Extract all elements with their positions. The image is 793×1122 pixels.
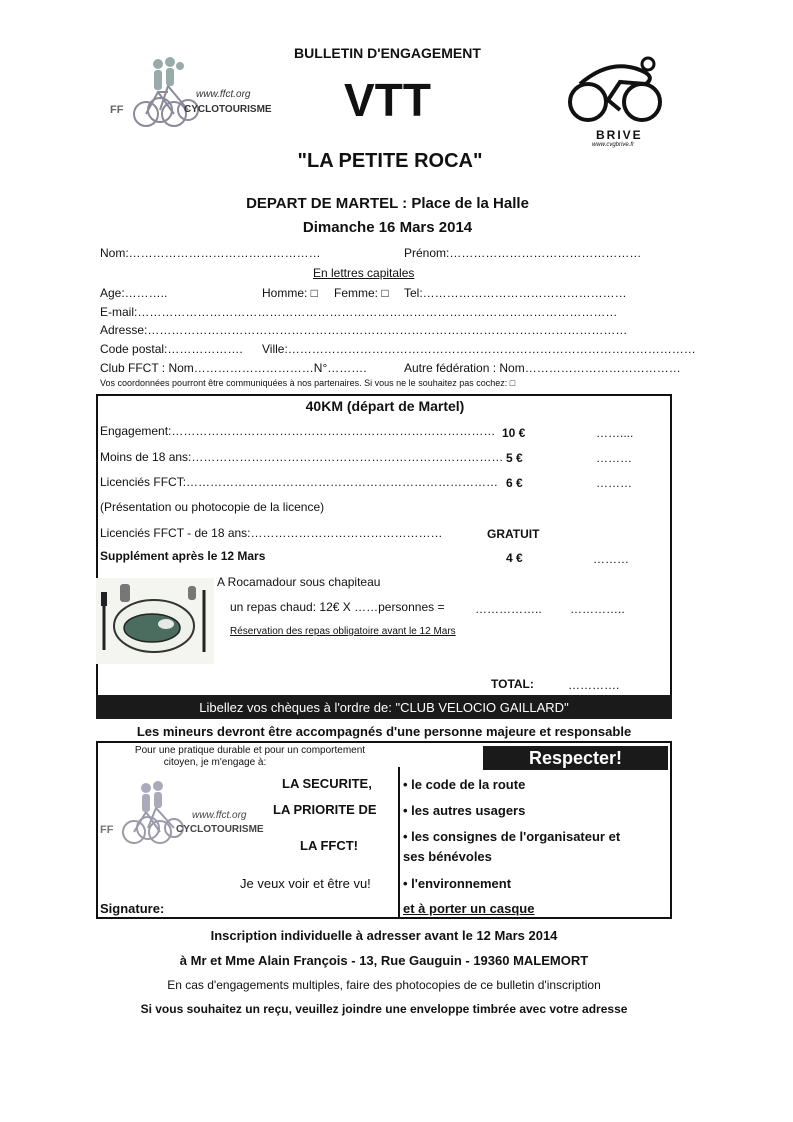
minors-note: Les mineurs devront être accompagnés d'une personne majeure et responsable [136,724,632,739]
nom-field[interactable]: Nom:………………………………………… [100,246,321,260]
email-field[interactable]: E-mail:………………………………………………………………………………………………………… [100,305,618,319]
ville-field[interactable]: Ville:………………………………………………………………………………………… [262,342,696,356]
respect-item-instructions: • les consignes de l'organisateur et [403,829,621,844]
total-label: TOTAL: [491,677,534,691]
supplement-label: Supplément après le 12 Mars [100,549,266,563]
respect-item-other-users: • les autres usagers [403,803,526,818]
charter-intro-2: citoyen, je m'engage à: [163,757,267,768]
engagement-label: Engagement:……………………………………………………………………… [100,424,496,438]
meal-reservation-note: Réservation des repas obligatoire avant le 12 Mars [230,626,456,637]
meal-plate-illustration [96,578,214,664]
plate-icon [96,578,214,664]
charter-intro-1: Pour une pratique durable et pour un comportement [134,745,366,756]
charter-priority: LA PRIORITE DE [273,802,377,817]
adresse-field[interactable]: Adresse:………………………………………………………………………………………………………… [100,323,628,337]
signature-label[interactable]: Signature: [100,901,165,916]
prenom-field[interactable]: Prénom:………………………………………… [404,246,642,260]
departure-line: DEPART DE MARTEL : Place de la Halle [246,195,529,212]
capitals-note: En lettres capitales [313,266,415,280]
charter-divider [398,767,400,917]
charter-see-be-seen: Je veux voir et être vu! [240,876,371,891]
event-date: Dimanche 16 Mars 2014 [302,219,473,236]
code-postal-field[interactable]: Code postal:………………. [100,342,243,356]
respect-item-volunteers: ses bénévoles [403,849,492,864]
charter-ffct: LA FFCT! [300,838,358,853]
moins18-amount[interactable]: ……… [596,451,632,465]
licencies-under18-price: GRATUIT [487,527,540,541]
total-amount[interactable]: …………. [568,678,620,692]
licencies-label: Licenciés FFCT:…………………………………………………………………… [100,475,499,489]
ffct-small-ff: FF [100,824,114,836]
cvg-name: BRIVE [596,128,643,142]
femme-checkbox[interactable]: Femme: □ [334,286,389,300]
licence-note: (Présentation ou photocopie de la licence) [100,500,325,514]
footer-multiple: En cas d'engagements multiples, faire des photocopies de ce bulletin d'inscription [167,978,601,992]
ffct-logo-small [100,780,264,850]
autre-federation-field[interactable]: Autre fédération : Nom………………………………… [404,361,681,375]
footer-address: à Mr et Mme Alain François - 13, Rue Gauguin - 19360 MALEMORT [179,953,589,968]
supplement-amount[interactable]: ……… [593,552,629,566]
respect-title: Respecter! [483,746,668,770]
ffct-brand: CYCLOTOURISME [184,104,272,115]
respect-item-road-code: • le code de la route [403,777,526,792]
moins18-price: 5 € [506,451,523,465]
tel-field[interactable]: Tel:…………………………………………… [404,286,627,300]
meal-place: A Rocamadour sous chapiteau [217,575,381,589]
ffct-small-brand: CYCLOTOURISME [176,824,264,835]
homme-checkbox[interactable]: Homme: □ [262,286,318,300]
licencies-price: 6 € [506,476,523,490]
engagement-amount[interactable]: …….... [596,426,634,440]
cvg-url: www.cvgbrive.fr [592,142,635,148]
supplement-price: 4 € [506,551,523,565]
cvg-brive-logo [560,54,670,154]
licencies-amount[interactable]: ……… [596,476,632,490]
meal-line: un repas chaud: 12€ X ……personnes = [230,600,445,614]
pricing-heading: 40KM (départ de Martel) [305,398,465,414]
bulletin-title: BULLETIN D'ENGAGEMENT [294,45,481,61]
respect-item-helmet: et à porter un casque [403,901,535,916]
charter-security: LA SECURITE, [282,776,372,791]
ffct-url: www.ffct.org [196,89,251,100]
footer-receipt: Si vous souhaitez un reçu, veuillez joindre une enveloppe timbrée avec votre adresse [140,1002,628,1016]
ffct-ff: FF [110,104,124,116]
engagement-price: 10 € [502,426,526,440]
meal-total-amount[interactable]: ………….. [570,602,625,616]
ffct-small-url: www.ffct.org [192,810,247,821]
event-name: "LA PETITE ROCA" [297,150,483,172]
cyclist-emblem-icon [560,54,670,130]
page-title: VTT [344,74,431,126]
age-field[interactable]: Age:……….. [100,286,168,300]
club-ffct-field[interactable]: Club FFCT : Nom…………………………N°………. [100,361,367,375]
cheque-banner: Libellez vos chèques à l'ordre de: "CLUB VELOCIO GAILLARD" [96,695,672,719]
respect-item-environment: • l'environnement [403,876,512,891]
ffct-logo [110,52,272,136]
meal-persons-amount[interactable]: …………….. [475,602,542,616]
moins18-label: Moins de 18 ans:…………………………………………………………………… [100,450,504,464]
licencies-under18-label: Licenciés FFCT - de 18 ans:………………………………………… [100,526,443,540]
privacy-note[interactable]: Vos coordonnées pourront être communiquées à nos partenaires. Si vous ne le souhaitez pas cochez: □ [100,378,516,388]
footer-deadline: Inscription individuelle à adresser avant le 12 Mars 2014 [210,928,558,943]
